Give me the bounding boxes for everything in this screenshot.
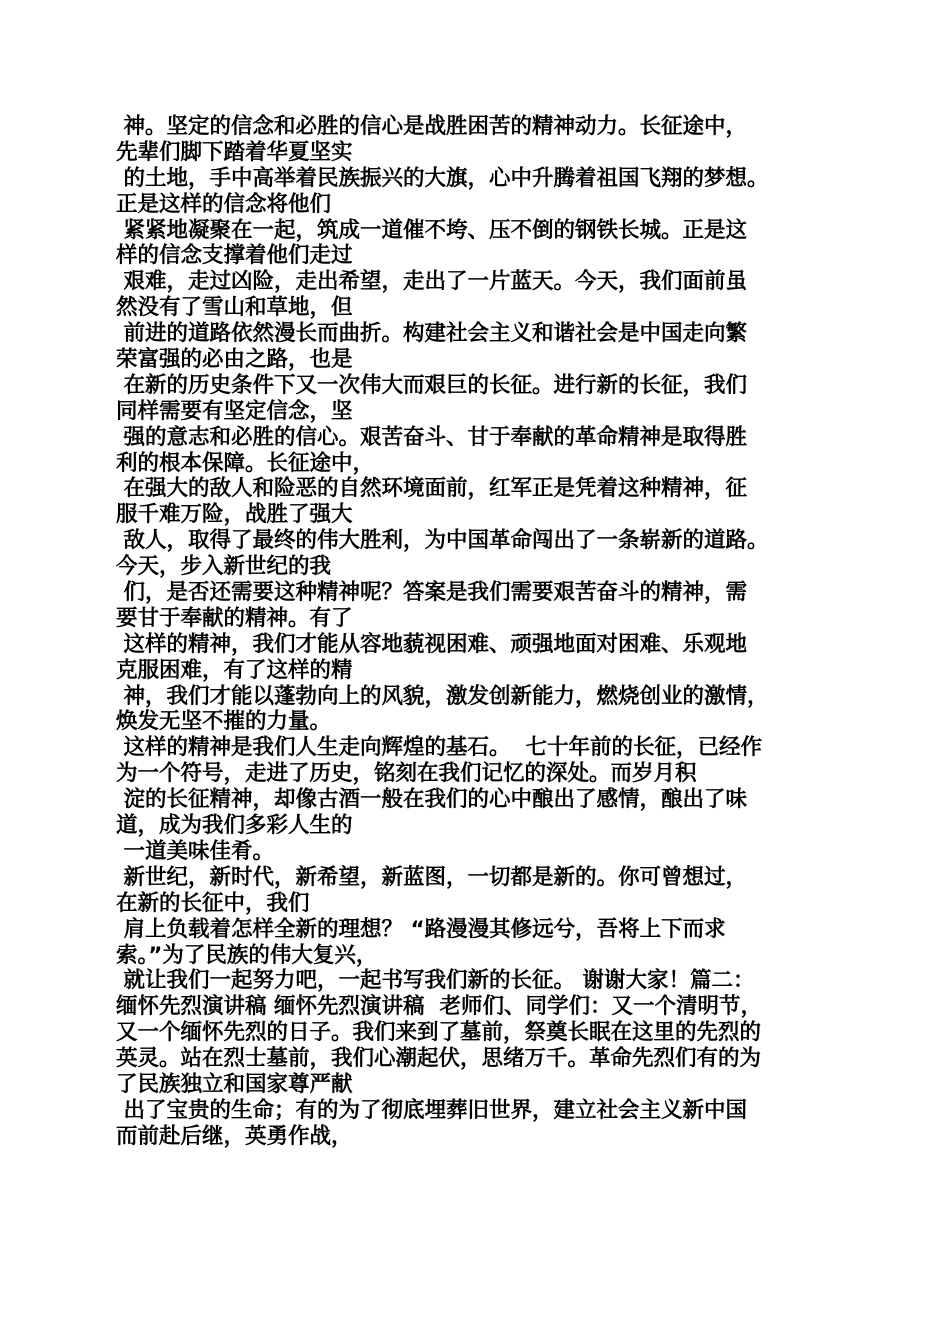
text-line: 前进的道路依然漫长而曲折。构建社会主义和谐社会是中国走向繁 — [116, 321, 747, 347]
text-line: 焕发无坚不摧的力量。 — [116, 709, 332, 735]
text-line: 强的意志和必胜的信心。艰苦奋斗、甘于奉献的革命精神是取得胜 — [116, 424, 747, 450]
text-line: 新世纪，新时代，新希望，新蓝图，一切都是新的。你可曾想过， — [116, 864, 747, 890]
text-line: 利的根本保障。长征途中， — [116, 450, 375, 476]
text-line: 为一个符号，走进了历史，铭刻在我们记忆的深处。而岁月积 — [116, 761, 697, 787]
text-line: 在新的历史条件下又一次伟大而艰巨的长征。进行新的长征，我们 — [116, 372, 747, 398]
text-line: 而前赴后继，英勇作战， — [116, 1123, 353, 1149]
text-line: 又一个缅怀先烈的日子。我们来到了墓前，祭奠长眠在这里的先烈的 — [116, 1020, 762, 1046]
text-line: 然没有了雪山和草地，但 — [116, 295, 353, 321]
text-line: 一道美味佳肴。 — [116, 838, 274, 864]
text-line: 就让我们一起努力吧，一起书写我们新的长征。 谢谢大家！篇二： — [116, 968, 755, 994]
text-line: 道，成为我们多彩人生的 — [116, 813, 353, 839]
text-line: 要甘于奉献的精神。有了 — [116, 605, 353, 631]
text-line: 艰难，走过凶险，走出希望，走出了一片蓝天。今天，我们面前虽 — [116, 269, 747, 295]
text-line: 这样的精神，我们才能从容地藐视困难、顽强地面对困难、乐观地 — [116, 631, 747, 657]
text-line: 紧紧地凝聚在一起，筑成一道催不垮、压不倒的钢铁长城。正是这 — [116, 217, 747, 243]
text-line: 缅怀先烈演讲稿 缅怀先烈演讲稿 老师们、同学们：又一个清明节， — [116, 994, 762, 1020]
text-line: 出了宝贵的生命；有的为了彻底埋葬旧世界，建立社会主义新中国 — [116, 1097, 747, 1123]
text-line: 服千难万险，战胜了强大 — [116, 502, 353, 528]
text-line: 荣富强的必由之路，也是 — [116, 347, 353, 373]
text-line: 今天，步入新世纪的我 — [116, 554, 332, 580]
text-line: 先辈们脚下踏着华夏坚实 — [116, 139, 353, 165]
text-line: 英灵。站在烈士墓前，我们心潮起伏，思绪万千。革命先烈们有的为 — [116, 1046, 762, 1072]
text-line: 样的信念支撑着他们走过 — [116, 243, 353, 269]
text-line: 克服困难，有了这样的精 — [116, 657, 353, 683]
text-line: 索。”为了民族的伟大复兴， — [116, 942, 378, 968]
text-line: 这样的精神是我们人生走向辉煌的基石。 七十年前的长征，已经作 — [116, 735, 762, 761]
text-line: 在强大的敌人和险恶的自然环境面前，红军正是凭着这种精神，征 — [116, 476, 747, 502]
text-line: 神。坚定的信念和必胜的信心是战胜困苦的精神动力。长征途中， — [116, 114, 747, 139]
text-line: 神，我们才能以蓬勃向上的风貌，激发创新能力，燃烧创业的激情， — [116, 683, 769, 709]
text-line: 同样需要有坚定信念，坚 — [116, 398, 353, 424]
body-text — [116, 114, 838, 1150]
text-line: 肩上负载着怎样全新的理想？ “路漫漫其修远兮，吾将上下而求 — [116, 916, 726, 942]
text-line: 敌人，取得了最终的伟大胜利，为中国革命闯出了一条崭新的道路。 — [116, 528, 769, 554]
text-line: 正是这样的信念将他们 — [116, 191, 332, 217]
text-line: 在新的长征中，我们 — [116, 890, 310, 916]
text-line: 们，是否还需要这种精神呢？答案是我们需要艰苦奋斗的精神，需 — [116, 580, 747, 606]
text-line: 了民族独立和国家尊严献 — [116, 1071, 353, 1097]
text-line: 的土地，手中高举着民族振兴的大旗，心中升腾着祖国飞翔的梦想。 — [116, 165, 769, 191]
text-line: 淀的长征精神，却像古酒一般在我们的心中酿出了感情，酿出了味 — [116, 787, 747, 813]
